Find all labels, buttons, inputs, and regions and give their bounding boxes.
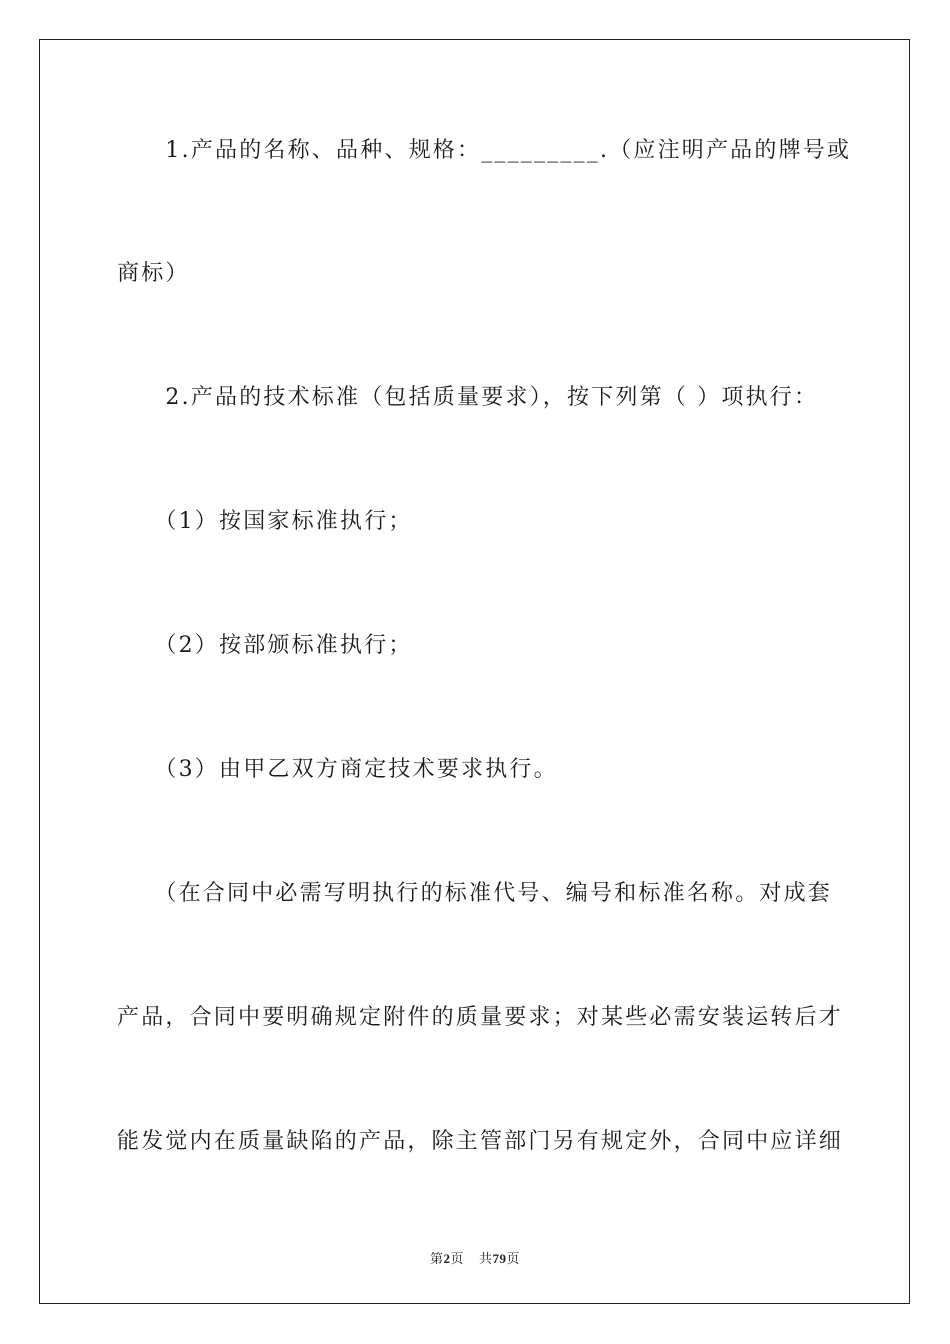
text-line-5: （2）按部颁标准执行； [117,633,413,658]
footer-total-suffix: 页 [506,1251,521,1266]
footer-total-pages: 79 [492,1251,507,1266]
footer-page-prefix: 第 [429,1251,444,1266]
footer-page-number: 2 [443,1251,451,1266]
text-line-7: （在合同中必需写明执行的标准代号、编号和标准名称。对成套 [117,881,833,906]
text-line-3: 2.产品的技术标准（包括质量要求），按下列第（ ）项执行： [117,385,819,410]
footer-total-prefix: 共 [479,1251,493,1266]
text-line-2: 商标） [117,261,190,286]
text-line-9: 能发觉内在质量缺陷的产品，除主管部门另有规定外，合同中应详细 [117,1129,844,1154]
text-line-6: （3）由甲乙双方商定技术要求执行。 [117,757,558,782]
page-footer [0,1248,950,1267]
text-line-4: （1）按国家标准执行； [117,509,413,534]
text-line-1: 1.产品的名称、品种、规格：_________.（应注明产品的牌号或 [117,138,852,163]
footer-page-suffix: 页 [450,1251,464,1266]
text-line-8: 产品，合同中要明确规定附件的质量要求；对某些必需安装运转后才 [117,1005,844,1030]
page-border [39,39,910,1304]
